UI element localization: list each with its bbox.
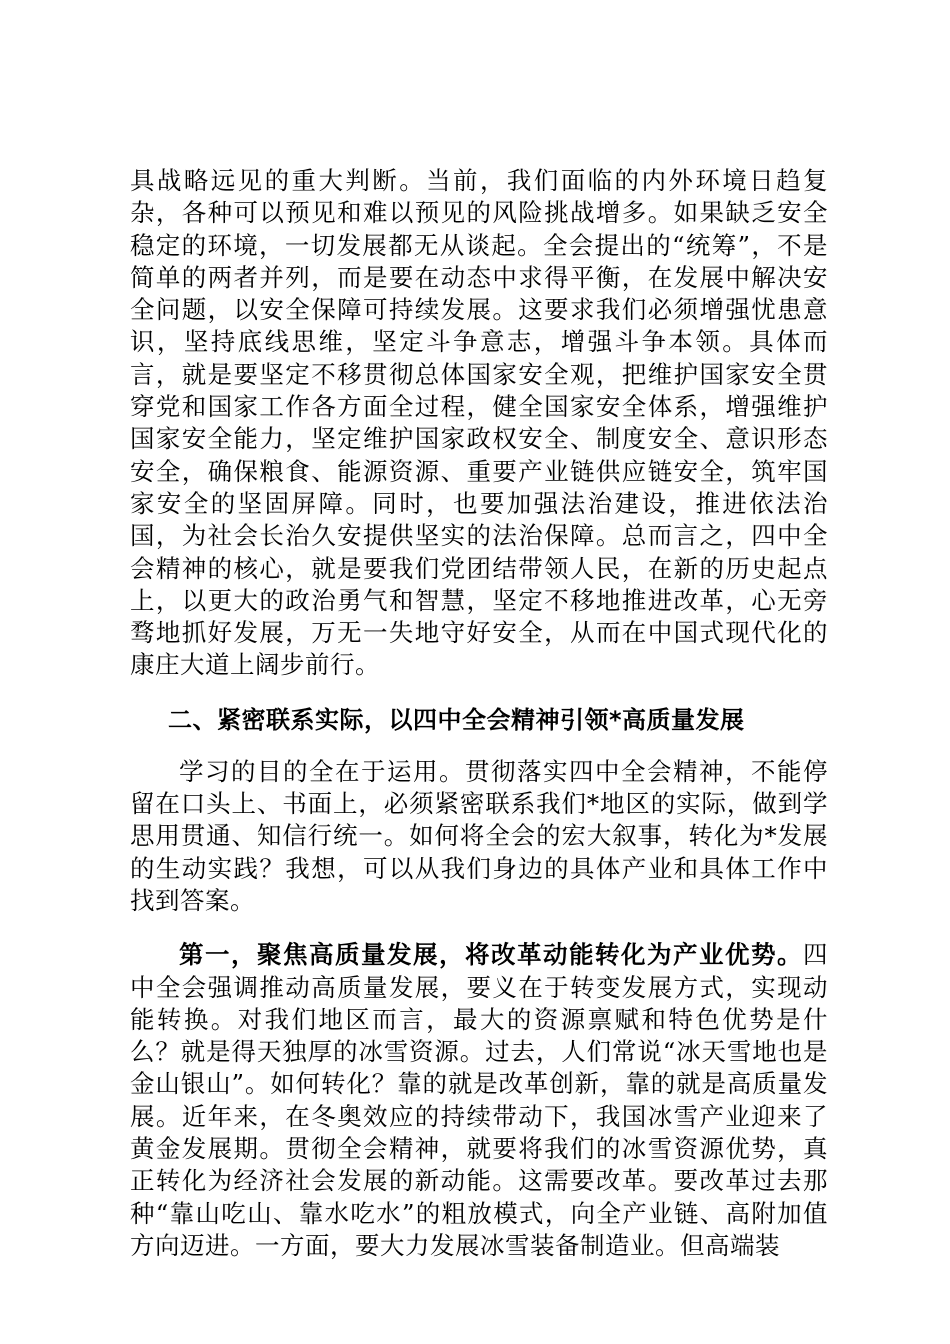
paragraph-spacer [130, 917, 828, 939]
paragraph-lead-bold: 第一，聚焦高质量发展，将改革动能转化为产业优势。 [179, 940, 803, 970]
section-heading-2: 二、紧密联系实际，以四中全会精神引领*高质量发展 [168, 705, 745, 734]
body-paragraph-2: 学习的目的全在于运用。贯彻落实四中全会精神，不能停留在口头上、书面上，必须紧密联系我们*地区的实际，做到学思用贯通、知信行统一。如何将全会的宏大叙事，转化为*发展的生动实践？我想，可以从我们身边的具体产业和具体工作中找到答案。 [130, 756, 828, 915]
body-paragraph-1: 具战略远见的重大判断。当前，我们面临的内外环境日趋复杂，各种可以预见和难以预见的风险挑战增多。如果缺乏安全稳定的环境，一切发展都无从谈起。全会提出的“统筹”，不是简单的两者并列，而是要在动态中求得平衡，在发展中解决安全问题，以安全保障可持续发展。这要求我们必须增强忧患意识，坚持底线思维，坚定斗争意志，增强斗争本领。具体而言，就是要坚定不移贯彻总体国家安全观，把维护国家安全贯穿党和国家工作各方面全过程，健全国家安全体系，增强维护国家安全能力，坚定维护国家政权安全、制度安全、意识形态安全，确保粮食、能源资源、重要产业链供应链安全，筑牢国家安全的坚固屏障。同时，也要加强法治建设，推进依法治国，为社会长治久安提供坚实的法治保障。总而言之，四中全会精神的核心，就是要我们党团结带领人民，在新的历史起点上，以更大的政治勇气和智慧，坚定不移地推进改革，心无旁骛地抓好发展，万无一失地守好安全，从而在中国式现代化的康庄大道上阔步前行。 [130, 166, 828, 680]
paragraph-spacer [130, 682, 828, 704]
body-paragraph-3 [130, 939, 828, 1262]
paragraph-body-text: 四中全会强调推动高质量发展，要义在于转变发展方式，实现动能转换。对我们地区而言，最大的资源禀赋和特色优势是什么？就是得天独厚的冰雪资源。过去，人们常说“冰天雪地也是金山银山”。如何转化？靠的就是改革创新，靠的就是高质量发展。近年来，在冬奥效应的持续带动下，我国冰雪产业迎来了黄金发展期。贯彻全会精神，就要将我们的冰雪资源优势，真正转化为经济社会发展的新动能。这需要改革。要改革过去那种“靠山吃山、靠水吃水”的粗放模式，向全产业链、高附加值方向迈进。一方面，要大力发展冰雪装备制造业。但高端装 [130, 940, 828, 1260]
paragraph-spacer [130, 736, 828, 756]
document-page [130, 165, 828, 1262]
